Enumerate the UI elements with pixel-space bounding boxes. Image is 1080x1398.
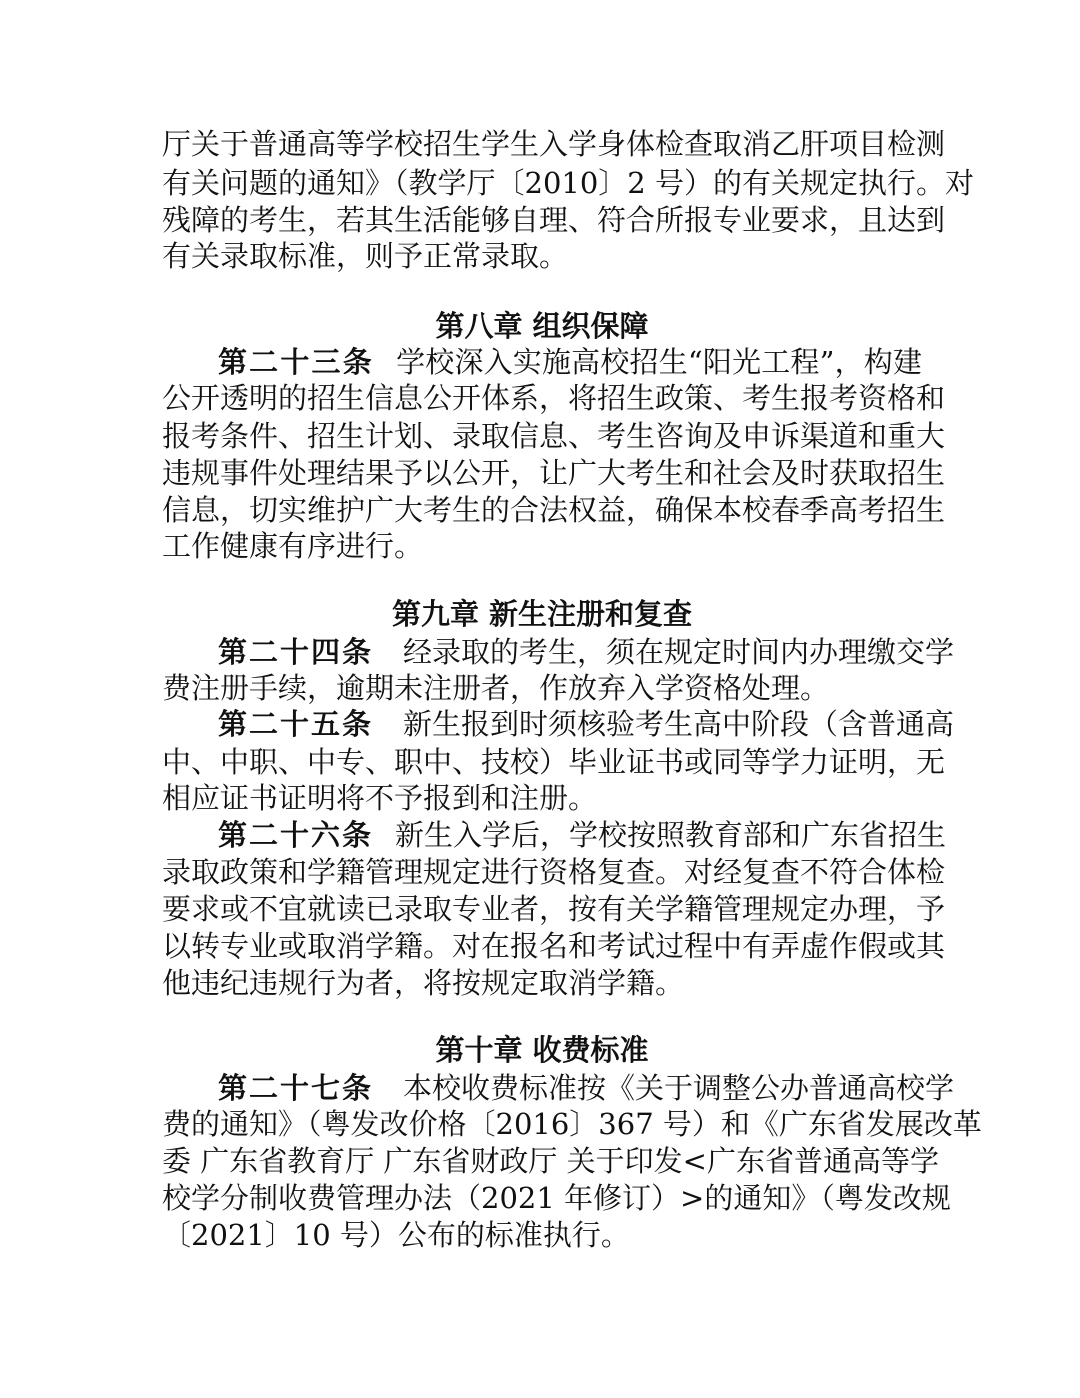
paragraph-line: 工作健康有序进行。 (162, 529, 424, 563)
paragraph-line: 有关录取标准，则予正常录取。 (162, 239, 569, 273)
article-first-line (218, 817, 947, 853)
paragraph-line: 中、中职、中专、职中、技校）毕业证书或同等学力证明，无 (162, 745, 946, 779)
article-text: 经录取的考生，须在规定时间内办理缴交学 (403, 635, 955, 669)
paragraph-line: 厅关于普通高等学校招生学生入学身体检查取消乙肝项目检测 (162, 127, 946, 161)
article-first-line (218, 634, 955, 670)
article-text: 新生入学后，学校按照教育部和广东省招生 (395, 818, 947, 852)
paragraph-line: 信息，切实维护广大考生的合法权益，确保本校春季高考招生 (162, 493, 946, 527)
paragraph-line: 校学分制收费管理办法（2021 年修订）>的通知》（粤发改规 (162, 1181, 951, 1215)
chapter-heading: 第八章 组织保障 (435, 309, 649, 343)
paragraph-line: 费注册手续，逾期未注册者，作放弃入学资格处理。 (162, 671, 830, 705)
paragraph-line: 委 广东省教育厅 广东省财政厅 关于印发<广东省普通高等学 (162, 1144, 939, 1178)
paragraph-line: 录取政策和学籍管理规定进行资格复查。对经复查不符合体检 (162, 855, 946, 889)
paragraph-line: 〔2021〕10 号）公布的标准执行。 (162, 1218, 630, 1252)
article-text: 本校收费标准按《关于调整公办普通高校学 (403, 1071, 955, 1105)
article-number: 第二十三条 (218, 345, 374, 379)
chapter-heading: 第九章 新生注册和复查 (391, 597, 693, 631)
paragraph-line: 要求或不宜就读已录取专业者，按有关学籍管理规定办理，予 (162, 892, 946, 926)
article-number: 第二十七条 (218, 1071, 374, 1105)
article-first-line (218, 344, 922, 380)
article-text: 学校深入实施高校招生“阳光工程”，构建 (395, 345, 922, 379)
paragraph-line: 违规事件处理结果予以公开，让广大考生和社会及时获取招生 (162, 456, 946, 490)
article-first-line (218, 1070, 955, 1106)
article-first-line (218, 706, 955, 742)
article-text: 新生报到时须核验考生高中阶段（含普通高 (403, 707, 955, 741)
paragraph-line: 相应证书证明将不予报到和注册。 (162, 781, 598, 815)
paragraph-line: 公开透明的招生信息公开体系，将招生政策、考生报考资格和 (162, 381, 946, 415)
article-number: 第二十五条 (218, 707, 374, 741)
paragraph-line: 以转专业或取消学籍。对在报名和考试过程中有弄虚作假或其 (162, 929, 946, 963)
chapter-heading: 第十章 收费标准 (435, 1033, 649, 1067)
article-number: 第二十六条 (218, 818, 374, 852)
paragraph-line: 费的通知》（粤发改价格〔2016〕367 号）和《广东省发展改革 (162, 1107, 982, 1141)
paragraph-line: 有关问题的通知》（教学厅〔2010〕2 号）的有关规定执行。对 (162, 166, 974, 200)
paragraph-line: 残障的考生，若其生活能够自理、符合所报专业要求，且达到 (162, 203, 946, 237)
paragraph-line: 他违纪违规行为者，将按规定取消学籍。 (162, 966, 685, 1000)
paragraph-line: 报考条件、招生计划、录取信息、考生咨询及申诉渠道和重大 (162, 419, 946, 453)
article-number: 第二十四条 (218, 635, 374, 669)
